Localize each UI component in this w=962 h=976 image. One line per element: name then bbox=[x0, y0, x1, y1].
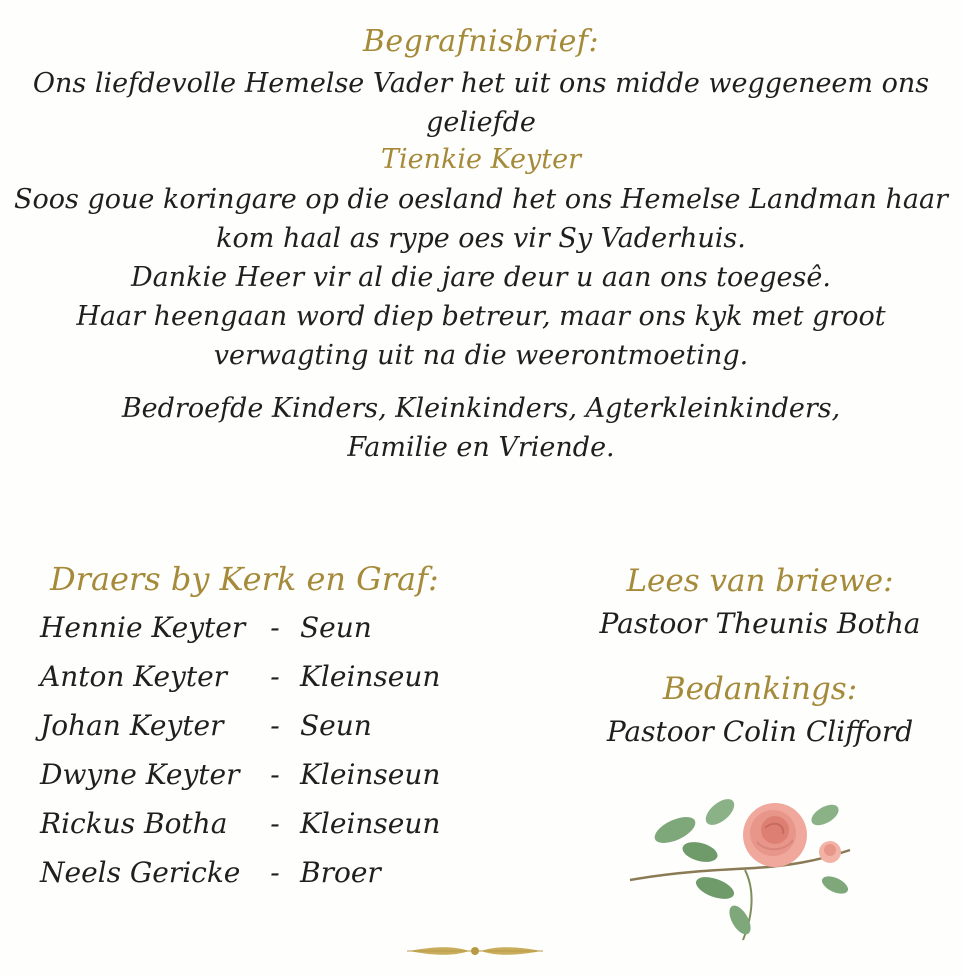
pallbearer-name: Rickus Botha bbox=[40, 807, 228, 840]
pallbearer-relation: Seun bbox=[300, 709, 372, 742]
pallbearer-relation: Seun bbox=[300, 611, 372, 644]
pallbearer-row bbox=[40, 603, 480, 652]
pallbearer-separator: - bbox=[270, 709, 280, 742]
deceased-name: Tienkie Keyter bbox=[381, 144, 581, 175]
pallbearer-row bbox=[40, 701, 480, 750]
pallbearer-separator: - bbox=[270, 856, 280, 889]
pallbearer-separator: - bbox=[270, 807, 280, 840]
pallbearer-name: Johan Keyter bbox=[40, 709, 224, 742]
pallbearer-name: Dwyne Keyter bbox=[40, 758, 240, 791]
pallbearer-separator: - bbox=[270, 611, 280, 644]
letter-body-line: kom haal as rype oes vir Sy Vaderhuis. bbox=[216, 223, 746, 254]
pallbearer-relation: Kleinseun bbox=[300, 758, 441, 791]
rose-icon bbox=[625, 790, 860, 950]
ornament-divider-icon bbox=[405, 940, 545, 962]
pallbearer-row bbox=[40, 652, 480, 701]
letter-body-line: verwagting uit na die weerontmoeting. bbox=[213, 340, 749, 371]
letter-signoff bbox=[0, 389, 962, 467]
letters-reading-person: Pastoor Theunis Botha bbox=[599, 607, 921, 640]
letters-reading-title: Lees van briewe: bbox=[626, 563, 894, 599]
signoff-line: Familie en Vriende. bbox=[347, 432, 615, 463]
letter-intro: Ons liefdevolle Hemelse Vader het uit ons midde weggeneem ons geliefde bbox=[32, 68, 930, 138]
letter-body-line: Soos goue koringare op die oesland het ons Hemelse Landman haar bbox=[14, 184, 948, 215]
pallbearer-separator: - bbox=[270, 758, 280, 791]
pallbearer-name: Neels Gericke bbox=[40, 856, 241, 889]
letter-body bbox=[0, 180, 962, 375]
officiants-section bbox=[585, 558, 935, 752]
letter-body-line: Haar heengaan word diep betreur, maar ons kyk met groot bbox=[76, 301, 886, 332]
pallbearer-relation: Kleinseun bbox=[300, 660, 441, 693]
pallbearer-name: Anton Keyter bbox=[40, 660, 228, 693]
funeral-letter bbox=[0, 20, 962, 467]
thanks-person: Pastoor Colin Clifford bbox=[606, 715, 914, 748]
pallbearer-row bbox=[40, 848, 480, 897]
pallbearer-row bbox=[40, 750, 480, 799]
pallbearer-separator: - bbox=[270, 660, 280, 693]
pallbearer-row bbox=[40, 799, 480, 848]
thanks-title: Bedankings: bbox=[662, 671, 858, 707]
signoff-line: Bedroefde Kinders, Kleinkinders, Agterkleinkinders, bbox=[121, 393, 841, 424]
pallbearers-title: Draers by Kerk en Graf: bbox=[50, 560, 439, 598]
letter-body-line: Dankie Heer vir al die jare deur u aan ons toegesê. bbox=[131, 262, 831, 293]
pallbearer-relation: Kleinseun bbox=[300, 807, 441, 840]
letter-title: Begrafnisbrief: bbox=[362, 24, 600, 59]
pallbearer-name: Hennie Keyter bbox=[40, 611, 246, 644]
pallbearer-relation: Broer bbox=[300, 856, 381, 889]
pallbearers-section bbox=[40, 555, 480, 897]
